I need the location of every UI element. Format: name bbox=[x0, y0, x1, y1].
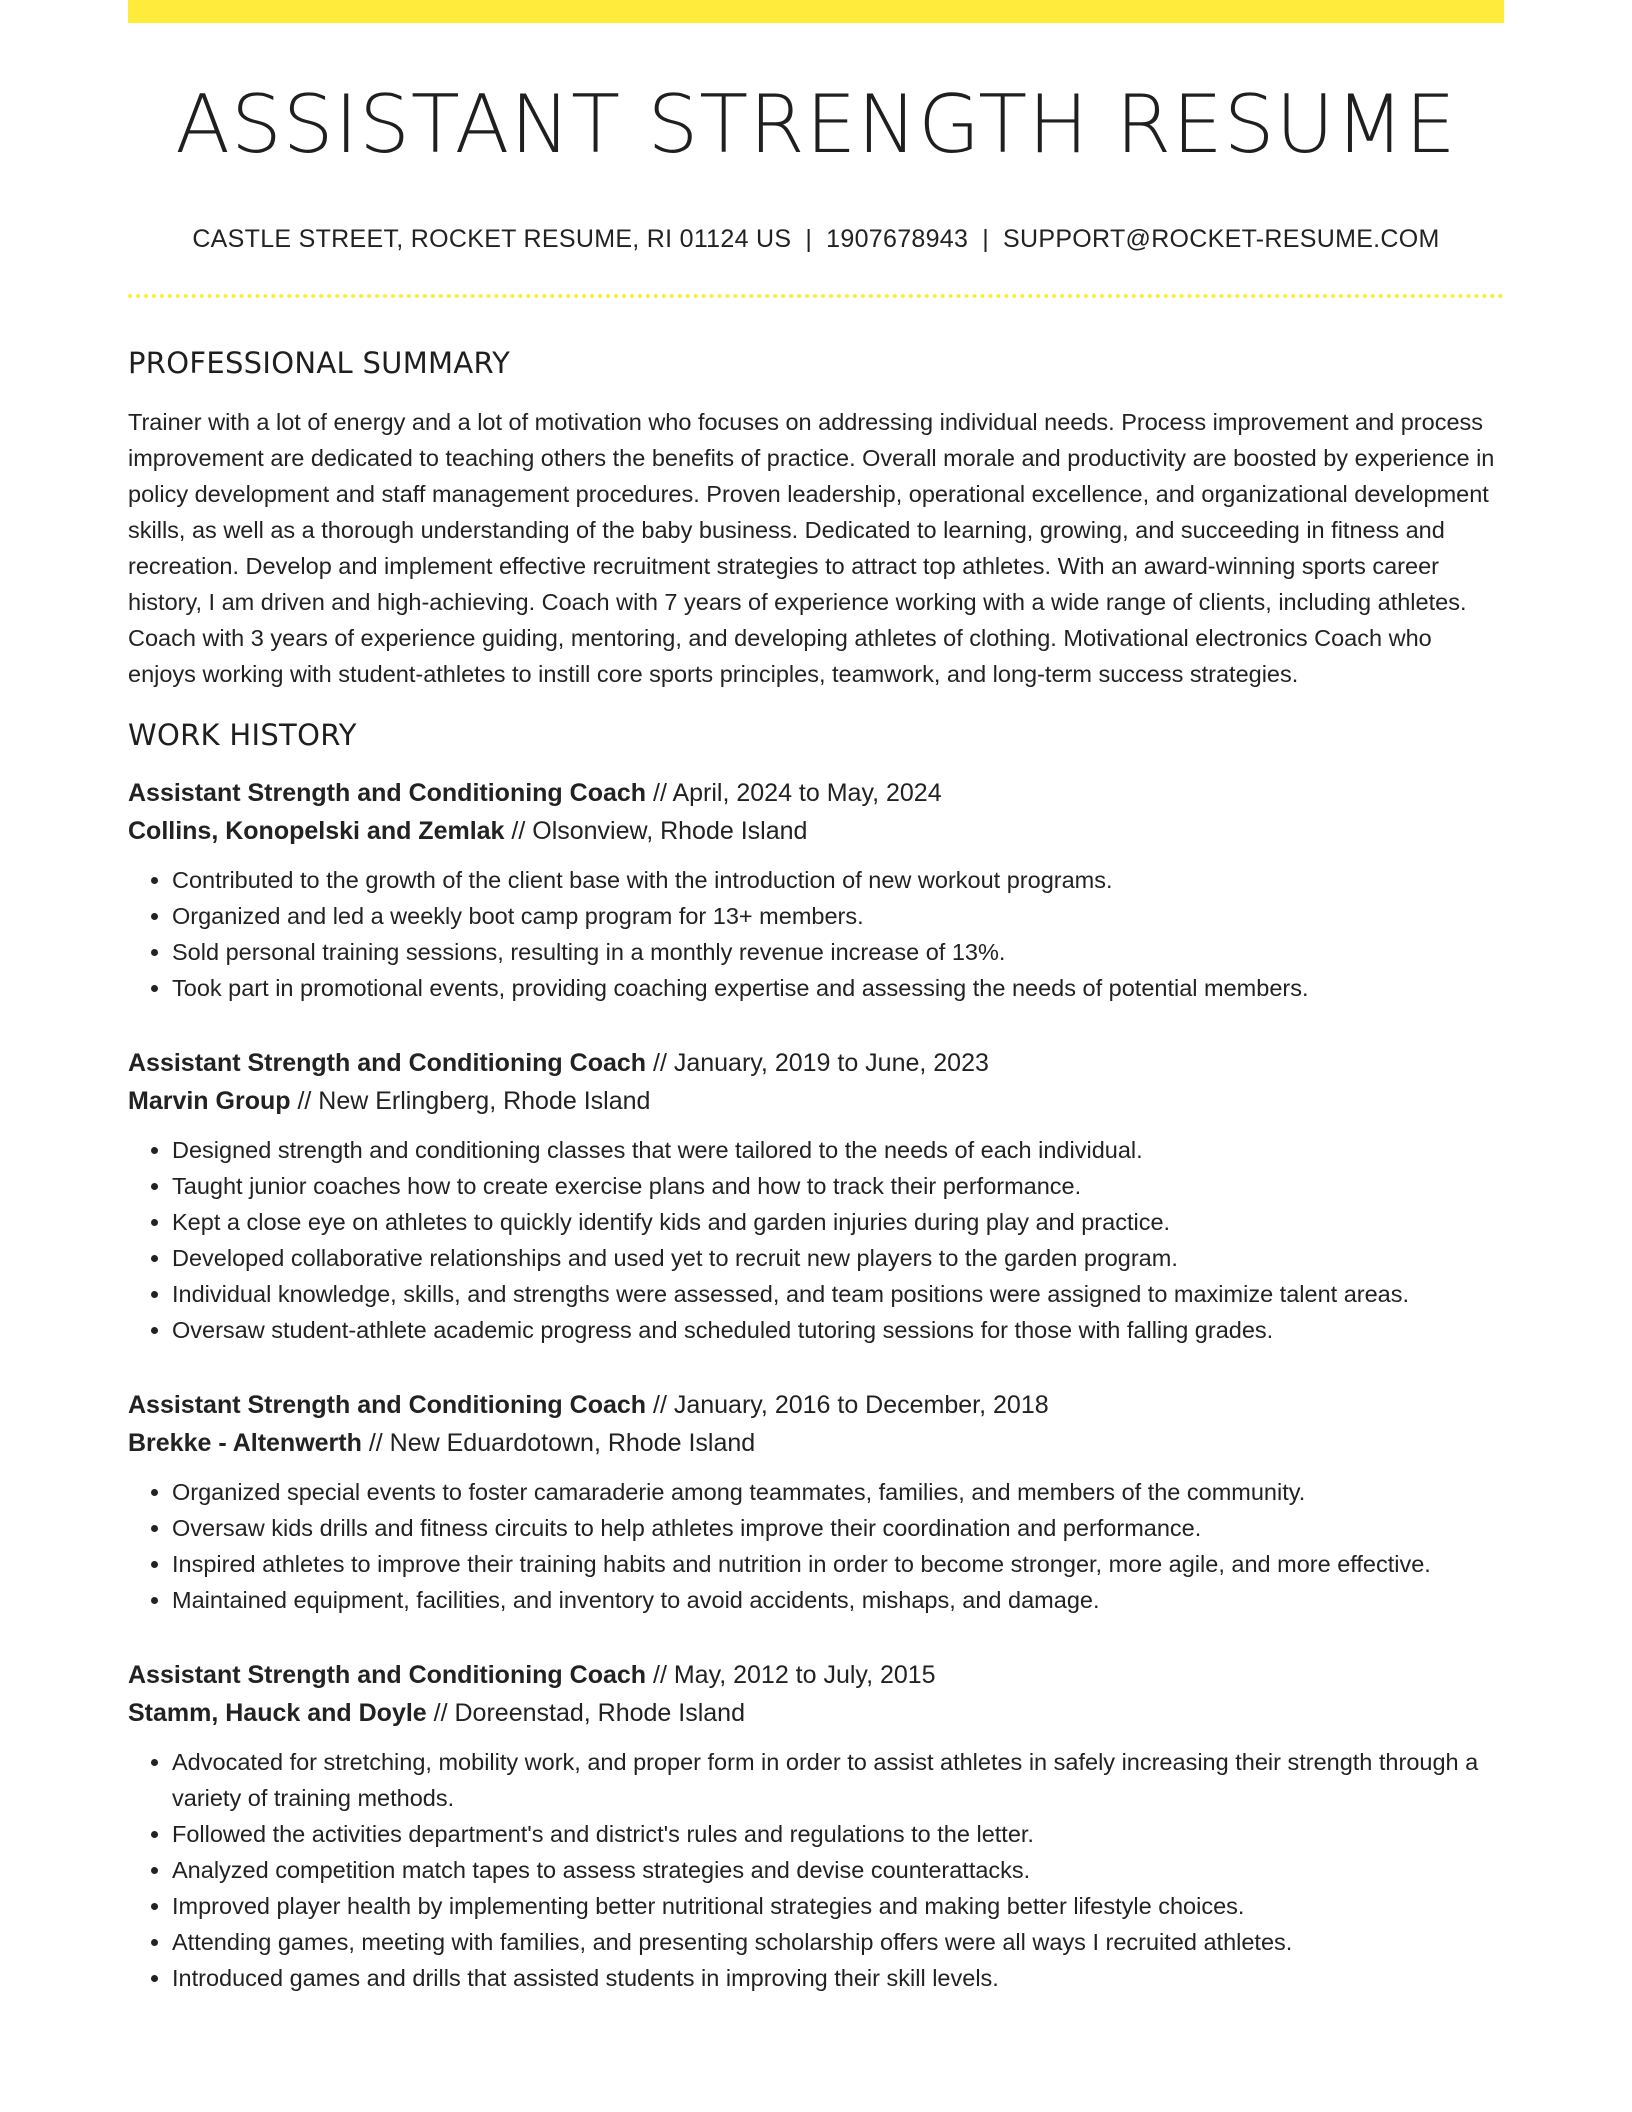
job-bullet: • Organized and led a weekly boot camp program for 13+ members. bbox=[172, 898, 1504, 934]
job-bullet: • Followed the activities department's and district's rules and regulations to the letter. bbox=[172, 1816, 1504, 1852]
contact-phone: 1907678943 bbox=[826, 225, 969, 253]
job-dates: // January, 2019 to June, 2023 bbox=[646, 1049, 989, 1077]
work-history-section bbox=[128, 718, 1504, 1996]
job-location: // Olsonview, Rhode Island bbox=[504, 817, 808, 845]
job-company-line bbox=[128, 1424, 1504, 1462]
contact-separator: | bbox=[805, 225, 813, 253]
job-bullet: • Oversaw student-athlete academic progress and scheduled tutoring sessions for those with falling grades. bbox=[172, 1312, 1504, 1348]
job-bullet-list bbox=[128, 1132, 1504, 1348]
job-bullet: • Inspired athletes to improve their training habits and nutrition in order to become stronger, more agile, and more effective. bbox=[172, 1546, 1504, 1582]
job-company: Stamm, Hauck and Doyle bbox=[128, 1699, 427, 1727]
job-company-line bbox=[128, 1694, 1504, 1732]
contact-line bbox=[128, 225, 1504, 254]
job-dates: // April, 2024 to May, 2024 bbox=[646, 779, 942, 807]
contact-email: SUPPORT@ROCKET-RESUME.COM bbox=[1003, 225, 1440, 253]
job-company: Brekke - Altenwerth bbox=[128, 1429, 362, 1457]
job-bullet: • Introduced games and drills that assisted students in improving their skill levels. bbox=[172, 1960, 1504, 1996]
job-bullet: • Advocated for stretching, mobility work, and proper form in order to assist athletes in safely increasing their strength through a variety of training methods. bbox=[172, 1744, 1504, 1816]
resume-page bbox=[128, 0, 1504, 1996]
job-bullet: • Analyzed competition match tapes to assess strategies and devise counterattacks. bbox=[172, 1852, 1504, 1888]
job-location: // New Eduardotown, Rhode Island bbox=[361, 1429, 756, 1457]
job-title-line bbox=[128, 1386, 1504, 1424]
job-bullet: • Individual knowledge, skills, and strengths were assessed, and team positions were assigned to maximize talent areas. bbox=[172, 1276, 1504, 1312]
job-title: Assistant Strength and Conditioning Coach bbox=[128, 1049, 647, 1077]
job-title-line bbox=[128, 774, 1504, 812]
job-bullet: • Maintained equipment, facilities, and inventory to avoid accidents, mishaps, and damage. bbox=[172, 1582, 1504, 1618]
resume-title: ASSISTANT STRENGTH RESUME bbox=[175, 78, 1457, 171]
accent-top-bar bbox=[128, 0, 1504, 23]
job-bullet: • Improved player health by implementing better nutritional strategies and making better lifestyle choices. bbox=[172, 1888, 1504, 1924]
job-location: // New Erlingberg, Rhode Island bbox=[290, 1087, 651, 1115]
job-bullet-list bbox=[128, 1744, 1504, 1996]
contact-address: CASTLE STREET, ROCKET RESUME, RI 01124 US bbox=[192, 225, 792, 253]
dotted-divider bbox=[128, 294, 1504, 298]
job-list bbox=[128, 774, 1504, 1996]
job-bullet: • Contributed to the growth of the client base with the introduction of new workout programs. bbox=[172, 862, 1504, 898]
job-entry bbox=[128, 1386, 1504, 1618]
job-title: Assistant Strength and Conditioning Coach bbox=[128, 1661, 647, 1689]
work-history-heading: WORK HISTORY bbox=[128, 718, 357, 752]
job-dates: // May, 2012 to July, 2015 bbox=[646, 1661, 936, 1689]
job-bullet: • Taught junior coaches how to create exercise plans and how to track their performance. bbox=[172, 1168, 1504, 1204]
job-company-line bbox=[128, 812, 1504, 850]
job-bullet-list bbox=[128, 1474, 1504, 1618]
job-title: Assistant Strength and Conditioning Coach bbox=[128, 1391, 647, 1419]
job-bullet: • Designed strength and conditioning classes that were tailored to the needs of each individual. bbox=[172, 1132, 1504, 1168]
job-company: Marvin Group bbox=[128, 1087, 291, 1115]
job-bullet: • Kept a close eye on athletes to quickly identify kids and garden injuries during play and practice. bbox=[172, 1204, 1504, 1240]
job-bullet: • Organized special events to foster camaraderie among teammates, families, and members of the community. bbox=[172, 1474, 1504, 1510]
job-title-line bbox=[128, 1044, 1504, 1082]
job-bullet: • Took part in promotional events, providing coaching expertise and assessing the needs of potential members. bbox=[172, 970, 1504, 1006]
job-bullet: • Developed collaborative relationships and used yet to recruit new players to the garden program. bbox=[172, 1240, 1504, 1276]
summary-heading: PROFESSIONAL SUMMARY bbox=[128, 346, 511, 380]
job-dates: // January, 2016 to December, 2018 bbox=[646, 1391, 1049, 1419]
job-company: Collins, Konopelski and Zemlak bbox=[128, 817, 505, 845]
job-entry bbox=[128, 774, 1504, 1006]
job-entry bbox=[128, 1044, 1504, 1348]
job-bullet-list bbox=[128, 862, 1504, 1006]
job-bullet: • Oversaw kids drills and fitness circuits to help athletes improve their coordination and performance. bbox=[172, 1510, 1504, 1546]
job-bullet: • Sold personal training sessions, resulting in a monthly revenue increase of 13%. bbox=[172, 934, 1504, 970]
job-entry bbox=[128, 1656, 1504, 1996]
job-title: Assistant Strength and Conditioning Coach bbox=[128, 779, 647, 807]
summary-text: Trainer with a lot of energy and a lot of motivation who focuses on addressing individual needs. Process improvement and process improvement are dedicated to teaching others the benefits of practice. Overall morale and productivity are boosted by experience in policy development and staff management procedures. Proven leadership, operational excellence, and organizational development skills, as well as a thorough understanding of the baby business. Dedicated to learning, growing, and succeeding in fitness and recreation. Develop and implement effective recruitment strategies to attract top athletes. With an award-winning sports career history, I am driven and high-achieving. Coach with 7 years of experience working with a wide range of clients, including athletes. Coach with 3 years of experience guiding, mentoring, and developing athletes of clothing. Motivational electronics Coach who enjoys working with student-athletes to instill core sports principles, teamwork, and long-term success strategies. bbox=[128, 409, 1495, 687]
professional-summary-section bbox=[128, 346, 1504, 692]
job-location: // Doreenstad, Rhode Island bbox=[426, 1699, 745, 1727]
contact-separator: | bbox=[982, 225, 990, 253]
job-company-line bbox=[128, 1082, 1504, 1120]
job-title-line bbox=[128, 1656, 1504, 1694]
job-bullet: • Attending games, meeting with families, and presenting scholarship offers were all ways I recruited athletes. bbox=[172, 1924, 1504, 1960]
